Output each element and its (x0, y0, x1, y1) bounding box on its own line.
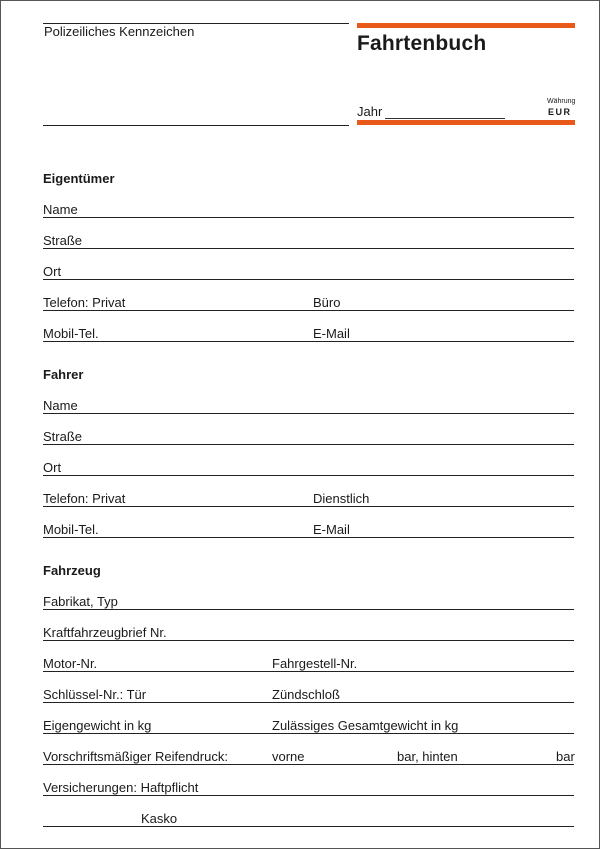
vehicle-make-label: Fabrikat, Typ (43, 594, 118, 609)
plate-top-line (43, 23, 349, 24)
vehicle-registration-label: Kraftfahrzeugbrief Nr. (43, 625, 167, 640)
vehicle-gross-weight-label: Zulässiges Gesamtgewicht in kg (272, 718, 459, 733)
driver-business-label: Dienstlich (313, 491, 370, 506)
owner-office-label: Büro (313, 295, 341, 310)
owner-email-label: E-Mail (313, 326, 350, 341)
driver-street-field[interactable] (43, 444, 574, 445)
driver-street-label: Straße (43, 429, 83, 444)
vehicle-curb-weight-label: Eigengewicht in kg (43, 718, 152, 733)
driver-phone-private-label: Telefon: Privat (43, 491, 126, 506)
driver-name-field[interactable] (43, 413, 574, 414)
vehicle-registration-field[interactable] (43, 640, 574, 641)
vehicle-bar-label: bar (556, 749, 575, 764)
vehicle-tire-pressure-label: Vorschriftsmäßiger Reifendruck: (43, 749, 228, 764)
vehicle-key-ignition-label: Zündschloß (272, 687, 340, 702)
vehicle-engine-field[interactable] (43, 671, 574, 672)
vehicle-make-field[interactable] (43, 609, 574, 610)
driver-email-label: E-Mail (313, 522, 350, 537)
vehicle-heading: Fahrzeug (43, 563, 101, 578)
vehicle-insurance-liability-field[interactable] (43, 795, 574, 796)
vehicle-weight-field[interactable] (43, 733, 574, 734)
vehicle-insurance-comprehensive-field[interactable] (43, 826, 574, 827)
currency-caption: Währung (547, 98, 576, 105)
year-field[interactable] (385, 118, 505, 119)
page-title: Fahrtenbuch (357, 32, 487, 55)
title-top-bar (357, 23, 575, 28)
driver-name-label: Name (43, 398, 78, 413)
vehicle-engine-label: Motor-Nr. (43, 656, 98, 671)
owner-mobile-label: Mobil-Tel. (43, 326, 99, 341)
driver-city-label: Ort (43, 460, 62, 475)
vehicle-chassis-label: Fahrgestell-Nr. (272, 656, 358, 671)
vehicle-tire-pressure-field[interactable] (43, 764, 574, 765)
driver-city-field[interactable] (43, 475, 574, 476)
plate-field[interactable] (43, 125, 349, 126)
vehicle-front-label: vorne (272, 749, 305, 764)
owner-city-label: Ort (43, 264, 62, 279)
owner-heading: Eigentümer (43, 171, 115, 186)
owner-street-field[interactable] (43, 248, 574, 249)
driver-heading: Fahrer (43, 367, 84, 382)
driver-phone-field[interactable] (43, 506, 574, 507)
owner-name-label: Name (43, 202, 78, 217)
vehicle-key-door-label: Schlüssel-Nr.: Tür (43, 687, 147, 702)
currency-code: EUR (548, 107, 572, 117)
driver-mobile-field[interactable] (43, 537, 574, 538)
plate-label: Polizeiliches Kennzeichen (44, 24, 195, 39)
owner-mobile-field[interactable] (43, 341, 574, 342)
owner-phone-private-label: Telefon: Privat (43, 295, 126, 310)
vehicle-insurance-comprehensive-label: Kasko (141, 811, 178, 826)
vehicle-insurance-liability-label: Versicherungen: Haftpflicht (43, 780, 199, 795)
vehicle-key-field[interactable] (43, 702, 574, 703)
owner-name-field[interactable] (43, 217, 574, 218)
year-label: Jahr (357, 104, 383, 119)
owner-city-field[interactable] (43, 279, 574, 280)
owner-phone-field[interactable] (43, 310, 574, 311)
owner-street-label: Straße (43, 233, 83, 248)
title-bottom-bar (357, 120, 575, 125)
vehicle-bar-rear-label: bar, hinten (397, 749, 458, 764)
driver-mobile-label: Mobil-Tel. (43, 522, 99, 537)
